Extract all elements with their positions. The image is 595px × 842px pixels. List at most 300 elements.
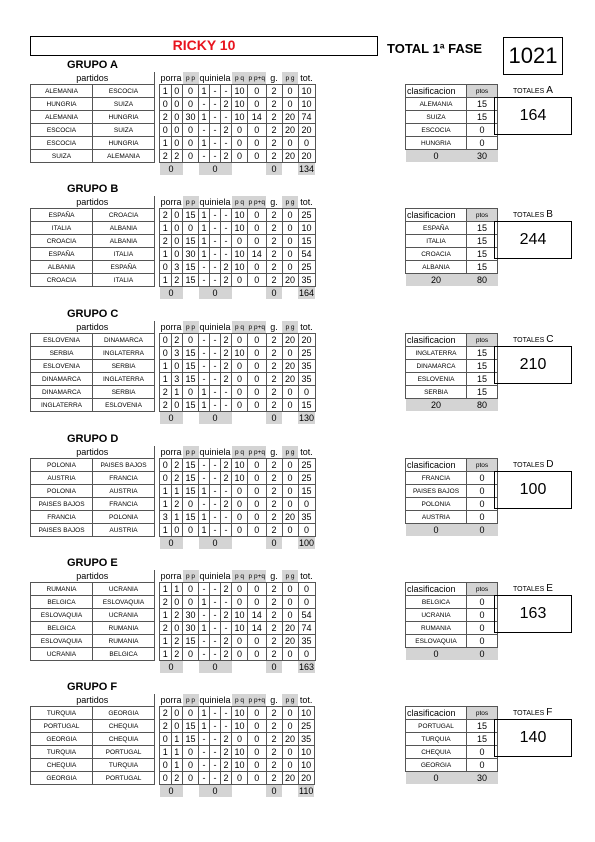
classification-row: [406, 498, 498, 511]
tot-value: 35: [298, 274, 315, 287]
g-value: 2: [266, 150, 282, 163]
pq-value: 10: [232, 98, 248, 111]
quiniela-x: -: [210, 459, 221, 472]
away-team: SERBIA: [93, 360, 155, 373]
classified-points: 15: [467, 373, 498, 386]
porra-away: 2: [171, 648, 183, 661]
home-team: CROACIA: [31, 274, 93, 287]
match-row: [31, 609, 316, 622]
ppq-value: 0: [248, 772, 266, 785]
quiniela-x: -: [210, 85, 221, 98]
away-team: UCRANIA: [93, 609, 155, 622]
group-total-value: 140: [494, 719, 572, 757]
ppq-value: 0: [248, 360, 266, 373]
porra-away: 0: [171, 111, 183, 124]
classification-row: [406, 248, 498, 261]
classification-table: [405, 582, 498, 660]
tot-value: 35: [298, 733, 314, 746]
porra-home: 1: [160, 360, 172, 373]
classified-team: DINAMARCA: [406, 360, 467, 373]
tot-sum: 110: [299, 785, 314, 796]
tot-value: 10: [298, 759, 314, 772]
porra-home: 1: [160, 648, 172, 661]
classified-team: SUIZA: [406, 111, 467, 124]
pq-value: 10: [232, 248, 248, 261]
pp-value: 15: [183, 635, 199, 648]
classified-team: INGLATERRA: [406, 347, 467, 360]
quiniela-x: -: [210, 759, 221, 772]
pq-header: p q: [232, 570, 248, 583]
porra-away: 3: [171, 261, 183, 274]
match-row: [31, 622, 316, 635]
pq-value: 0: [232, 596, 248, 609]
match-row: [31, 360, 316, 373]
pg-value: 20: [282, 150, 298, 163]
tot-value: 35: [298, 360, 315, 373]
home-team: POLONIA: [31, 459, 93, 472]
away-team: AUSTRIA: [93, 524, 155, 537]
quiniela-x: -: [210, 720, 221, 733]
pg-header: p g: [282, 570, 298, 583]
classified-points: 0: [467, 596, 498, 609]
porra-home: 0: [160, 124, 172, 137]
group-matches-table: [30, 570, 316, 673]
g-value: 2: [266, 347, 282, 360]
quiniela-2: -: [221, 209, 232, 222]
porra-away: 0: [171, 124, 183, 137]
away-team: HUNGRIA: [93, 111, 155, 124]
porra-home: 1: [160, 222, 172, 235]
quiniela-x: -: [210, 498, 221, 511]
classified-team: PORTUGAL: [406, 720, 467, 733]
match-row: [31, 124, 316, 137]
classification-row: [406, 609, 498, 622]
tot-sum: 164: [299, 287, 315, 298]
match-row: [31, 524, 316, 537]
porra-away: 0: [171, 85, 183, 98]
g-value: 2: [266, 472, 282, 485]
group-section-b: [0, 183, 595, 307]
group-section-f: [0, 681, 595, 805]
quiniela-1: -: [199, 261, 210, 274]
tot-value: 25: [298, 459, 315, 472]
quiniela-1: -: [199, 334, 210, 347]
quiniela-1: -: [199, 498, 210, 511]
classification-points-sum: 80: [467, 399, 498, 412]
tot-value: 25: [298, 347, 315, 360]
porra-away: 1: [171, 759, 183, 772]
quiniela-x: -: [210, 596, 221, 609]
ppq-header: p p+q: [248, 446, 266, 459]
quiniela-2: 2: [221, 459, 232, 472]
pq-value: 0: [232, 274, 248, 287]
pq-value: 0: [232, 648, 248, 661]
quiniela-x: -: [210, 248, 221, 261]
tot-value: 0: [298, 137, 315, 150]
quiniela-x: -: [210, 733, 221, 746]
quiniela-1: 1: [199, 707, 210, 720]
pq-value: 10: [232, 720, 248, 733]
porra-away: 0: [171, 720, 183, 733]
pg-header: p g: [282, 196, 298, 209]
quiniela-2: -: [221, 622, 232, 635]
group-sum-row: [31, 661, 316, 674]
classified-points: 15: [467, 347, 498, 360]
pg-value: 0: [282, 248, 298, 261]
group-title: GRUPO A: [67, 59, 118, 71]
pq-header: p q: [232, 196, 248, 209]
pg-value: 0: [282, 459, 298, 472]
classified-team: CROACIA: [406, 248, 467, 261]
group-sum-row: [31, 785, 315, 798]
pg-value: 0: [282, 609, 298, 622]
tot-sum: 134: [299, 163, 315, 174]
quiniela-1: -: [199, 124, 210, 137]
pg-value: 20: [282, 511, 298, 524]
tot-header: tot.: [300, 72, 313, 83]
quiniela-x: -: [210, 150, 221, 163]
porra-away: 0: [171, 399, 183, 412]
quiniela-2: -: [221, 596, 232, 609]
quiniela-1: 1: [199, 248, 210, 261]
g-header: g.: [270, 321, 278, 332]
ptos-header: ptos: [467, 707, 498, 720]
match-row: [31, 209, 316, 222]
group-matches-table: [30, 694, 315, 797]
pg-value: 0: [282, 720, 298, 733]
porra-home: 1: [160, 137, 172, 150]
quiniela-2: 2: [221, 746, 232, 759]
porra-away: 0: [171, 622, 183, 635]
away-team: HUNGRIA: [93, 137, 155, 150]
pg-value: 20: [282, 772, 298, 785]
clasificacion-header: clasificacion: [406, 707, 467, 720]
away-team: ESCOCIA: [93, 85, 155, 98]
g-value: 2: [266, 596, 282, 609]
away-team: PAISES BAJOS: [93, 459, 155, 472]
home-team: ALEMANIA: [31, 85, 93, 98]
porra-sum: 0: [160, 661, 183, 674]
home-team: ITALIA: [31, 222, 93, 235]
classification-footer: [406, 772, 498, 785]
porra-away: 1: [171, 733, 183, 746]
pg-value: 0: [282, 485, 298, 498]
g-value: 2: [266, 498, 282, 511]
classified-points: 15: [467, 733, 498, 746]
ppq-header: p p+q: [248, 570, 266, 583]
porra-home: 0: [160, 759, 172, 772]
classification-table: [405, 706, 498, 784]
tot-value: 35: [298, 511, 315, 524]
tot-value: 74: [298, 622, 315, 635]
classification-row: [406, 720, 498, 733]
total-phase-value: 1021: [503, 37, 563, 75]
porra-home: 0: [160, 347, 172, 360]
porra-home: 2: [160, 720, 172, 733]
pg-value: 0: [282, 583, 298, 596]
g-value: 2: [266, 707, 282, 720]
porra-home: 1: [160, 498, 172, 511]
tot-value: 35: [298, 635, 315, 648]
classified-points: 0: [467, 124, 498, 137]
g-header: g.: [270, 196, 278, 207]
pq-value: 0: [232, 399, 248, 412]
classification-row: [406, 261, 498, 274]
group-sum-row: [31, 163, 316, 176]
classified-points: 0: [467, 759, 498, 772]
match-row: [31, 485, 316, 498]
match-row: [31, 459, 316, 472]
pg-value: 0: [282, 261, 298, 274]
away-team: RUMANIA: [93, 622, 155, 635]
pq-value: 0: [232, 498, 248, 511]
home-team: BELGICA: [31, 622, 93, 635]
quiniela-2: -: [221, 524, 232, 537]
g-value: 2: [266, 772, 282, 785]
classified-team: ESLOVENIA: [406, 373, 467, 386]
porra-home: 1: [160, 373, 172, 386]
tot-header: tot.: [300, 570, 313, 581]
classified-points: 0: [467, 137, 498, 150]
pp-value: 30: [183, 248, 199, 261]
quiniela-1: -: [199, 274, 210, 287]
classified-team: ALEMANIA: [406, 98, 467, 111]
away-team: DINAMARCA: [93, 334, 155, 347]
pp-value: 15: [183, 459, 199, 472]
pp-value: 0: [183, 137, 199, 150]
classified-team: ALBANIA: [406, 261, 467, 274]
ptos-header: ptos: [467, 459, 498, 472]
classified-points: 0: [467, 485, 498, 498]
quiniela-1: 1: [199, 209, 210, 222]
match-row: [31, 386, 316, 399]
g-header: g.: [270, 446, 278, 457]
group-totals-label: TOTALES F: [513, 707, 553, 718]
g-value: 2: [266, 209, 282, 222]
porra-home: 1: [160, 583, 172, 596]
classified-points: 0: [467, 472, 498, 485]
quiniela-2: 2: [221, 609, 232, 622]
group-totals-label: TOTALES A: [513, 85, 553, 96]
away-team: ITALIA: [93, 274, 155, 287]
porra-home: 2: [160, 235, 172, 248]
porra-away: 2: [171, 772, 183, 785]
tot-value: 15: [298, 399, 315, 412]
pq-value: 10: [232, 85, 248, 98]
g-value: 2: [266, 459, 282, 472]
quiniela-1: 1: [199, 386, 210, 399]
porra-away: 0: [171, 98, 183, 111]
pg-value: 20: [282, 274, 298, 287]
home-team: ESPAÑA: [31, 248, 93, 261]
pq-value: 0: [232, 485, 248, 498]
quiniela-1: 1: [199, 399, 210, 412]
porra-away: 2: [171, 274, 183, 287]
porra-home: 2: [160, 150, 172, 163]
quiniela-1: -: [199, 98, 210, 111]
quiniela-2: 2: [221, 124, 232, 137]
quiniela-2: -: [221, 511, 232, 524]
g-value: 2: [266, 235, 282, 248]
quiniela-2: 2: [221, 635, 232, 648]
porra-away: 0: [171, 209, 183, 222]
tot-value: 15: [298, 235, 315, 248]
player-name: RICKY 10: [172, 37, 236, 53]
pp-value: 0: [183, 759, 199, 772]
tot-value: 20: [298, 150, 315, 163]
partidos-header: partidos: [76, 694, 109, 705]
match-row: [31, 274, 316, 287]
classification-row: [406, 622, 498, 635]
porra-home: 2: [160, 209, 172, 222]
ppq-value: 0: [248, 235, 266, 248]
porra-header: porra: [160, 570, 182, 581]
pq-value: 0: [232, 511, 248, 524]
quiniela-header: quiniela: [199, 446, 231, 457]
quiniela-1: -: [199, 583, 210, 596]
classified-points: 15: [467, 235, 498, 248]
pp-header: p p: [183, 321, 199, 334]
tot-value: 15: [298, 485, 315, 498]
classification-row: [406, 373, 498, 386]
g-sum: 0: [266, 661, 282, 674]
quiniela-1: -: [199, 150, 210, 163]
porra-home: 0: [160, 733, 172, 746]
home-team: SUIZA: [31, 150, 93, 163]
match-row: [31, 498, 316, 511]
quiniela-x: -: [210, 334, 221, 347]
quiniela-x: -: [210, 707, 221, 720]
home-team: TURQUIA: [31, 746, 93, 759]
pp-header: p p: [183, 196, 199, 209]
classified-points: 15: [467, 111, 498, 124]
group-section-d: [0, 433, 595, 557]
classification-row: [406, 235, 498, 248]
porra-away: 1: [171, 485, 183, 498]
porra-home: 1: [160, 274, 172, 287]
porra-home: 2: [160, 596, 172, 609]
quiniela-2: 2: [221, 98, 232, 111]
classification-points-sum: 80: [467, 274, 498, 287]
g-value: 2: [266, 399, 282, 412]
pp-value: 0: [183, 524, 199, 537]
home-team: CHEQUIA: [31, 759, 93, 772]
quiniela-header: quiniela: [199, 72, 231, 83]
tot-value: 25: [298, 720, 314, 733]
classified-points: 15: [467, 98, 498, 111]
ppq-value: 0: [248, 524, 266, 537]
pq-value: 10: [232, 707, 248, 720]
g-value: 2: [266, 746, 282, 759]
pg-header: p g: [282, 72, 298, 85]
classification-row: [406, 635, 498, 648]
away-team: RUMANIA: [93, 635, 155, 648]
pg-value: 20: [282, 111, 298, 124]
match-row: [31, 150, 316, 163]
classification-row: [406, 759, 498, 772]
classification-footer: [406, 524, 498, 537]
porra-header: porra: [160, 446, 182, 457]
classified-team: HUNGRIA: [406, 137, 467, 150]
classification-table: [405, 333, 498, 411]
home-team: INGLATERRA: [31, 399, 93, 412]
quiniela-x: -: [210, 347, 221, 360]
ppq-value: 0: [248, 85, 266, 98]
match-row: [31, 583, 316, 596]
match-row: [31, 98, 316, 111]
pg-value: 0: [282, 596, 298, 609]
group-total-value: 100: [494, 471, 572, 509]
tot-value: 10: [298, 222, 315, 235]
classified-points: 0: [467, 511, 498, 524]
classification-row: [406, 124, 498, 137]
home-team: RUMANIA: [31, 583, 93, 596]
quiniela-x: -: [210, 648, 221, 661]
porra-header: porra: [160, 321, 182, 332]
group-sum-row: [31, 287, 316, 300]
ppq-value: 0: [248, 222, 266, 235]
home-team: DINAMARCA: [31, 386, 93, 399]
group-section-c: [0, 308, 595, 432]
group-total-value: 244: [494, 221, 572, 259]
porra-home: 2: [160, 622, 172, 635]
pg-value: 0: [282, 209, 298, 222]
group-total-value: 163: [494, 595, 572, 633]
pq-value: 0: [232, 635, 248, 648]
group-section-e: [0, 557, 595, 681]
g-header: g.: [270, 694, 278, 705]
g-value: 2: [266, 274, 282, 287]
pg-value: 20: [282, 334, 298, 347]
g-value: 2: [266, 248, 282, 261]
pp-value: 15: [183, 209, 199, 222]
quiniela-x: -: [210, 274, 221, 287]
classified-points: 0: [467, 746, 498, 759]
tot-value: 25: [298, 472, 315, 485]
quiniela-2: -: [221, 720, 232, 733]
ptos-header: ptos: [467, 583, 498, 596]
quiniela-1: -: [199, 472, 210, 485]
quiniela-2: 2: [221, 583, 232, 596]
quiniela-1: -: [199, 733, 210, 746]
porra-away: 0: [171, 235, 183, 248]
classification-footer: [406, 399, 498, 412]
group-title: GRUPO D: [67, 433, 119, 445]
porra-home: 1: [160, 635, 172, 648]
ppq-value: 0: [248, 596, 266, 609]
quiniela-1: -: [199, 746, 210, 759]
tot-value: 54: [298, 609, 315, 622]
classification-row: [406, 733, 498, 746]
away-team: INGLATERRA: [93, 347, 155, 360]
away-team: TURQUIA: [93, 759, 155, 772]
quiniela-x: -: [210, 137, 221, 150]
classification-row: [406, 111, 498, 124]
classification-row: [406, 360, 498, 373]
g-value: 2: [266, 360, 282, 373]
ppq-value: 0: [248, 485, 266, 498]
partidos-header: partidos: [76, 196, 109, 207]
match-row: [31, 596, 316, 609]
match-row: [31, 235, 316, 248]
group-total-value: 210: [494, 346, 572, 384]
porra-home: 1: [160, 248, 172, 261]
quiniela-x: -: [210, 622, 221, 635]
home-team: ESLOVAQUIA: [31, 635, 93, 648]
quiniela-2: 2: [221, 772, 232, 785]
ppq-value: 0: [248, 347, 266, 360]
pp-value: 15: [183, 472, 199, 485]
